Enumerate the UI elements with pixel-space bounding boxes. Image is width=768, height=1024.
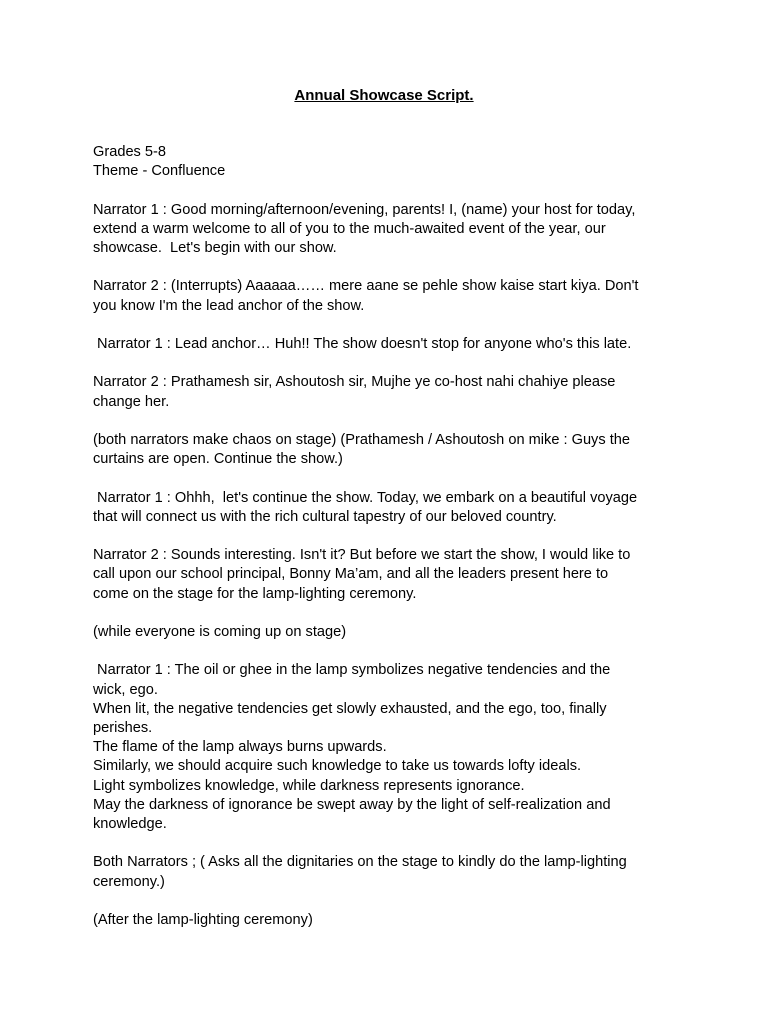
- script-line: that will connect us with the rich cultural tapestry of our beloved country.: [93, 508, 557, 525]
- script-line: May the darkness of ignorance be swept away by the light of self-realization and: [93, 796, 611, 813]
- script-line: The flame of the lamp always burns upwards.: [93, 739, 387, 756]
- script-paragraph: [93, 335, 683, 354]
- script-line: Narrator 1 : Lead anchor… Huh!! The show doesn't stop for anyone who's this late.: [93, 335, 632, 352]
- script-paragraph: [93, 431, 683, 469]
- script-line: Similarly, we should acquire such knowledge to take us towards lofty ideals.: [93, 758, 582, 775]
- script-line: showcase. Let's begin with our show.: [93, 240, 337, 256]
- script-paragraph: [93, 201, 683, 259]
- script-line: (After the lamp-lighting ceremony): [93, 911, 313, 928]
- script-paragraph: [93, 489, 683, 527]
- script-line: Light symbolizes knowledge, while darkness represents ignorance.: [93, 777, 525, 794]
- script-line: come on the stage for the lamp-lighting ceremony.: [93, 585, 417, 602]
- script-line: Narrator 1 : The oil or ghee in the lamp symbolizes negative tendencies and the: [93, 662, 611, 679]
- script-line: knowledge.: [93, 815, 167, 832]
- script-line: perishes.: [93, 719, 153, 736]
- document-title: Annual Showcase Script.: [294, 87, 474, 104]
- script-line: Theme - Confluence: [93, 163, 226, 180]
- script-line: you know I'm the lead anchor of the show.: [93, 297, 365, 314]
- script-paragraph: [93, 373, 683, 411]
- script-line: change her.: [93, 393, 170, 410]
- script-line: When lit, the negative tendencies get slowly exhausted, and the ego, too, finally: [93, 700, 607, 717]
- script-paragraph: [93, 143, 683, 181]
- script-line: Narrator 2 : Prathamesh sir, Ashoutosh sir, Mujhe ye co-host nahi chahiye please: [93, 374, 616, 391]
- script-paragraph: [93, 546, 683, 604]
- script-line: Narrator 2 : (Interrupts) Aaaaaa…… mere aane se pehle show kaise start kiya. Don't: [93, 278, 639, 295]
- script-paragraph: [93, 661, 683, 834]
- script-line: Both Narrators ; ( Asks all the dignitaries on the stage to kindly do the lamp-lighting: [93, 854, 627, 871]
- document-body: [93, 143, 683, 949]
- script-paragraph: [93, 911, 683, 930]
- script-paragraph: [93, 277, 683, 315]
- script-line: Narrator 2 : Sounds interesting. Isn't it? But before we start the show, I would like to: [93, 547, 631, 564]
- script-line: extend a warm welcome to all of you to the much-awaited event of the year, our: [93, 220, 606, 237]
- script-line: call upon our school principal, Bonny Ma’am, and all the leaders present here to: [93, 566, 609, 583]
- script-line: (while everyone is coming up on stage): [93, 623, 347, 640]
- script-paragraph: [93, 853, 683, 891]
- script-line: curtains are open. Continue the show.): [93, 451, 343, 468]
- script-line: (both narrators make chaos on stage) (Prathamesh / Ashoutosh on mike : Guys the: [93, 431, 630, 448]
- script-line: Narrator 1 : Good morning/afternoon/evening, parents! I, (name) your host for today,: [93, 201, 636, 218]
- script-line: Grades 5-8: [93, 144, 167, 160]
- script-line: Narrator 1 : Ohhh, let's continue the show. Today, we embark on a beautiful voyage: [93, 489, 638, 506]
- script-line: ceremony.): [93, 873, 165, 890]
- script-paragraph: [93, 623, 683, 642]
- script-line: wick, ego.: [93, 681, 158, 698]
